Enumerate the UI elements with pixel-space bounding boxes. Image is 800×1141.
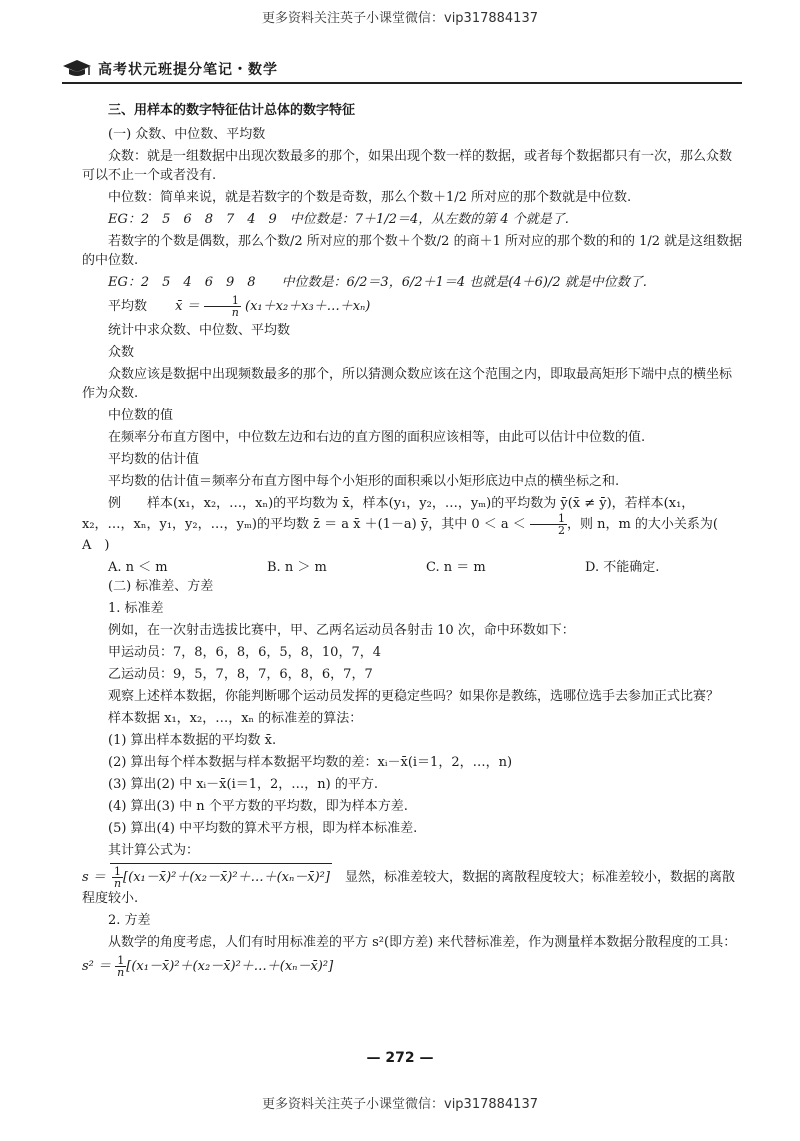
choice-b: B. n ＞ m (267, 560, 327, 575)
mean-rhs: (x₁＋x₂＋x₃＋…＋xₙ) (245, 299, 371, 314)
subsection-title-2: (二) 标准差、方差 (108, 579, 214, 594)
choice-d: D. 不能确定. (585, 560, 660, 575)
example-odd: EG：2 5 6 8 7 4 9 中位数是：7＋1/2＝4，从左数的第 4 个就是了. (108, 212, 569, 227)
watermark-bottom: 更多资料关注英子小课堂微信：vip317884137 (262, 1097, 538, 1112)
step-2: (2) 算出每个样本数据与样本数据平均数的差：xᵢ－x̄(i＝1，2，…，n) (108, 755, 513, 770)
median-text: 在频率分布直方图中，中位数左边和右边的直方图的面积应该相等，由此可以估计中位数的值. (108, 430, 646, 445)
example-fraction: $\frac{1}{2}$ (530, 513, 567, 536)
sd-lhs: s ＝ (82, 870, 106, 885)
mode-definition: 众数：就是一组数据中出现次数最多的那个，如果出现个数一样的数据，或者每个数据都只有一次，那么众数可以不止一个或者没有. (82, 149, 733, 183)
sd-fraction: $\frac{1}{n}$ (113, 865, 122, 890)
section-title: 三、用样本的数字特征估计总体的数字特征 (108, 103, 356, 118)
page-header (62, 56, 742, 84)
mode-title: 众数 (108, 345, 135, 360)
mean-label: 平均数 (108, 299, 148, 314)
sd-example: 例如，在一次射击选拔比赛中，甲、乙两名运动员各射击 10 次，命中环数如下： (108, 623, 575, 638)
subsection-title: (一) 众数、中位数、平均数 (108, 127, 266, 142)
page-number: — 272 — (366, 1050, 434, 1066)
stat-title: 统计中求众数、中位数、平均数 (108, 323, 291, 338)
variance-text: 从数学的角度考虑，人们有时用标准差的平方 s²(即方差) 来代替标准差，作为测量样本数据分散程度的工具： (108, 935, 737, 950)
athlete-a-scores: 甲运动员：7，8，6，8，6，5，8，10，7，4 (108, 645, 381, 660)
sd-title: 1. 标准差 (108, 601, 164, 616)
mean-est-title: 平均数的估计值 (108, 452, 200, 467)
variance-title: 2. 方差 (108, 913, 151, 928)
sd-question: 观察上述样本数据，你能判断哪个运动员发挥的更稳定些吗？如果你是教练，选哪位选手去参加正式比赛？ (108, 689, 720, 704)
var-rhs: [(x₁－x̄)²＋(x₂－x̄)²＋…＋(xₙ－x̄)²] (126, 959, 334, 974)
formula-intro: 其计算公式为： (108, 843, 200, 858)
step-3: (3) 算出(2) 中 xᵢ－x̄(i＝1，2，…，n) 的平方. (108, 777, 378, 792)
step-4: (4) 算出(3) 中 n 个平方数的平均数，即为样本方差. (108, 799, 408, 814)
sd-rhs: [(x₁－x̄)²＋(x₂－x̄)²＋…＋(xₙ－x̄)²] (123, 870, 330, 885)
step-1: (1) 算出样本数据的平均数 x̄. (108, 733, 277, 748)
watermark-top: 更多资料关注英子小课堂微信：vip317884137 (262, 11, 538, 26)
sd-formula (82, 863, 744, 908)
answer-choices (108, 558, 744, 577)
mean-est-text: 平均数的估计值＝频率分布直方图中每个小矩形的面积乘以小矩形底边中点的横坐标之和. (108, 474, 620, 489)
median-definition: 中位数：简单来说，就是若数字的个数是奇数，那么个数＋1/2 所对应的那个数就是中位数. (108, 190, 632, 205)
variance-formula (82, 955, 744, 978)
mode-text: 众数应该是数据中出现频数最多的那个，所以猜测众数应该在这个范围之内，即取最高矩形下端中点的横坐标作为众数. (82, 367, 733, 401)
choice-a: A. n ＜ m (108, 560, 168, 575)
book-title: 高考状元班提分笔记・数学 (98, 62, 278, 78)
page-content (82, 101, 744, 981)
mean-formula (82, 295, 744, 318)
median-title: 中位数的值 (108, 408, 174, 423)
mean-fraction: $\frac{1}{n}$ (204, 295, 241, 318)
sd-root (110, 863, 332, 889)
example-text-b: ，则 n，m 的大小关系为( A ) (82, 517, 731, 553)
var-lhs: s² ＝ (82, 959, 112, 974)
example-even: EG：2 5 4 6 9 8 中位数是：6/2＝3，6/2＋1＝4 也就是(4＋6)/2 就是中位数了. (108, 275, 647, 290)
example-text-a: 例 样本(x₁，x₂，…，xₙ)的平均数为 x̄，样本(y₁，y₂，…，yₘ)的平均数为 ȳ(x̄ ≠ ȳ)，若样本(x₁，x₂，…，xₙ，y₁，y₂，…，yₘ)的平均数 z̄ ＝ a x̄ ＋(1－a) ȳ，其中 0 ＜ a ＜ (82, 496, 695, 532)
step-5: (5) 算出(4) 中平均数的算术平方根，即为样本标准差. (108, 821, 418, 836)
mean-lhs: x̄ ＝ (175, 299, 200, 314)
sd-steps-title: 样本数据 x₁，x₂，…，xₙ 的标准差的算法： (108, 711, 363, 726)
graduation-cap-icon (62, 58, 92, 78)
example-problem (82, 494, 744, 555)
choice-c: C. n ＝ m (426, 560, 486, 575)
var-fraction: $\frac{1}{n}$ (117, 954, 125, 979)
median-even-definition: 若数字的个数是偶数，那么个数/2 所对应的那个数＋个数/2 的商＋1 所对应的那个数的和的 1/2 就是这组数据的中位数. (82, 234, 743, 268)
sd-after: 显然，标准差较大，数据的离散程度较大；标准差较小，数据的离散程度较小. (82, 870, 735, 906)
athlete-b-scores: 乙运动员：9，5，7，8，7，6，8，6，7，7 (108, 667, 373, 682)
